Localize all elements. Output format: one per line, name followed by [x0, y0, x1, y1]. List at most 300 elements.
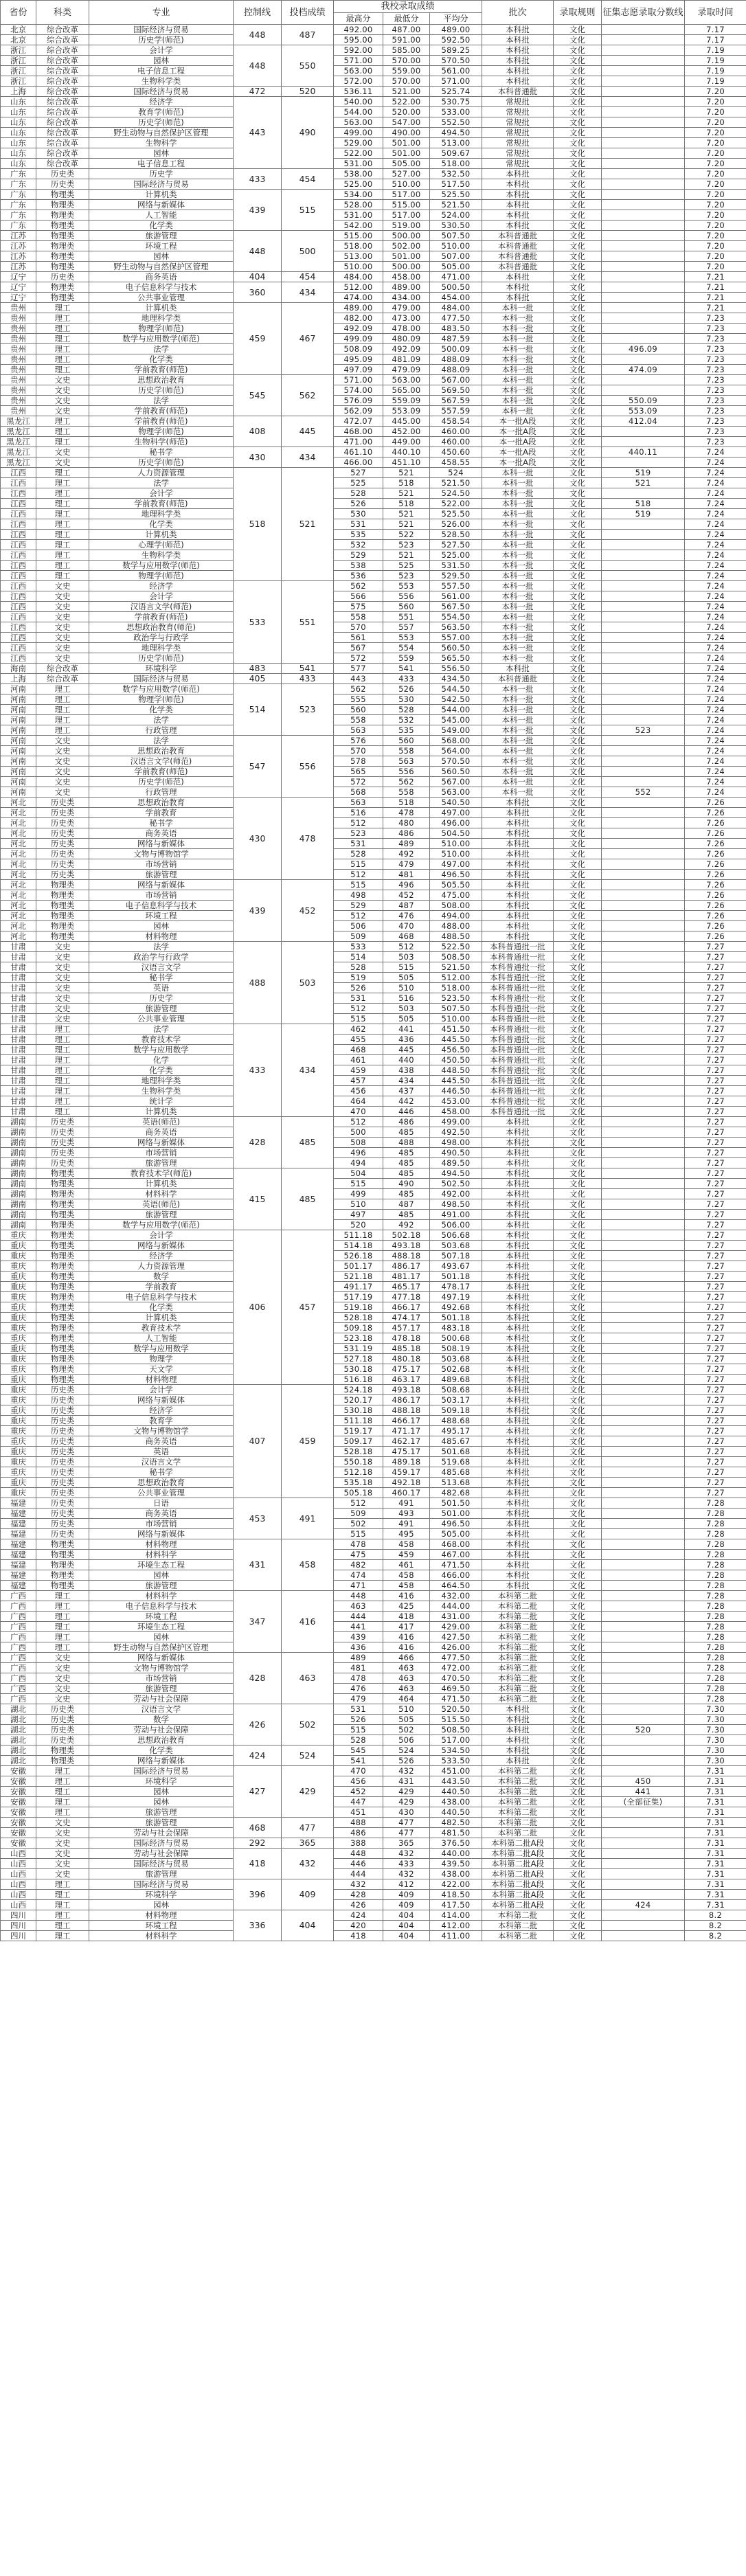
cell-max: 572.00 — [334, 76, 383, 87]
cell-time: 7.26 — [685, 931, 746, 942]
cell-time: 7.27 — [685, 983, 746, 993]
cell-supplementary — [602, 313, 685, 324]
cell-max: 486 — [334, 1828, 383, 1838]
cell-max: 512 — [334, 870, 383, 880]
cell-time: 7.28 — [685, 1601, 746, 1612]
cell-subject: 理工 — [36, 1622, 89, 1632]
cell-subject: 文史 — [36, 1859, 89, 1869]
cell-subject: 理工 — [36, 694, 89, 705]
cell-major: 国际经济与贸易 — [89, 179, 234, 190]
cell-avg: 568.00 — [430, 736, 482, 746]
cell-file-score: 485 — [282, 1117, 334, 1168]
cell-control-line: 533 — [234, 581, 282, 664]
table-row — [1, 1035, 746, 1045]
cell-supplementary — [602, 993, 685, 1004]
cell-supplementary: 518 — [602, 499, 685, 509]
cell-time: 7.26 — [685, 901, 746, 911]
cell-avg: 487.59 — [430, 334, 482, 344]
cell-batch: 本科一批 — [482, 375, 554, 385]
table-row — [1, 488, 746, 499]
cell-rule: 文化 — [554, 808, 602, 818]
cell-batch: 本科第二批 — [482, 1653, 554, 1663]
cell-control-line: 448 — [234, 25, 282, 45]
cell-min: 492 — [383, 1220, 430, 1230]
cell-time: 7.27 — [685, 1220, 746, 1230]
table-row — [1, 1663, 746, 1673]
cell-supplementary — [602, 849, 685, 859]
cell-supplementary — [602, 1879, 685, 1890]
cell-time: 7.27 — [685, 1261, 746, 1272]
cell-supplementary — [602, 653, 685, 664]
cell-province: 重庆 — [1, 1457, 36, 1467]
cell-min: 492.09 — [383, 344, 430, 354]
cell-province: 河北 — [1, 921, 36, 931]
cell-time: 7.24 — [685, 694, 746, 705]
cell-min: 416 — [383, 1642, 430, 1653]
cell-rule: 文化 — [554, 1158, 602, 1168]
cell-batch: 本科批 — [482, 1509, 554, 1519]
cell-major: 思想政治教育 — [89, 798, 234, 808]
cell-province: 广西 — [1, 1622, 36, 1632]
cell-min: 440 — [383, 1055, 430, 1065]
table-row — [1, 767, 746, 777]
cell-province: 甘肃 — [1, 1107, 36, 1117]
cell-avg: 471.50 — [430, 1560, 482, 1570]
header-max: 最高分 — [334, 13, 383, 25]
cell-major: 化学类 — [89, 1302, 234, 1313]
cell-max: 521.18 — [334, 1272, 383, 1282]
table-row — [1, 35, 746, 45]
cell-time: 7.27 — [685, 1096, 746, 1107]
cell-time: 7.27 — [685, 1405, 746, 1416]
cell-rule: 文化 — [554, 1694, 602, 1704]
cell-min: 505.00 — [383, 159, 430, 169]
cell-supplementary — [602, 684, 685, 694]
table-row — [1, 1241, 746, 1251]
cell-subject: 理工 — [36, 1591, 89, 1601]
cell-avg: 563.00 — [430, 787, 482, 798]
cell-rule: 文化 — [554, 1591, 602, 1601]
cell-batch: 本科第二批 — [482, 1622, 554, 1632]
cell-batch: 本科第二批A段 — [482, 1879, 554, 1890]
cell-major: 历史学(师范) — [89, 653, 234, 664]
cell-file-score: 485 — [282, 1168, 334, 1230]
cell-max: 518.00 — [334, 241, 383, 251]
cell-avg: 513.00 — [430, 138, 482, 148]
table-row — [1, 1921, 746, 1931]
cell-file-score: 515 — [282, 190, 334, 231]
cell-max: 572 — [334, 777, 383, 787]
cell-time: 7.20 — [685, 210, 746, 221]
cell-avg: 517.00 — [430, 1735, 482, 1745]
cell-rule: 文化 — [554, 1725, 602, 1735]
table-row — [1, 1004, 746, 1014]
cell-province: 河北 — [1, 901, 36, 911]
cell-major: 汉语言文学 — [89, 1457, 234, 1467]
cell-min: 429 — [383, 1787, 430, 1797]
cell-file-score: 490 — [282, 97, 334, 169]
table-row — [1, 1065, 746, 1076]
cell-rule: 文化 — [554, 1478, 602, 1488]
cell-province: 山东 — [1, 107, 36, 117]
cell-time: 7.27 — [685, 1292, 746, 1302]
cell-subject: 物理类 — [36, 1210, 89, 1220]
cell-province: 山东 — [1, 148, 36, 159]
cell-time: 7.27 — [685, 1107, 746, 1117]
cell-supplementary — [602, 1199, 685, 1210]
table-row — [1, 97, 746, 107]
cell-rule: 文化 — [554, 1766, 602, 1776]
cell-province: 重庆 — [1, 1467, 36, 1478]
cell-time: 7.27 — [685, 1302, 746, 1313]
cell-subject: 理工 — [36, 488, 89, 499]
cell-time: 7.20 — [685, 87, 746, 97]
cell-time: 7.23 — [685, 365, 746, 375]
cell-subject: 物理类 — [36, 210, 89, 221]
cell-rule: 文化 — [554, 354, 602, 365]
cell-avg: 521.50 — [430, 200, 482, 210]
cell-major: 市场营销 — [89, 859, 234, 870]
cell-time: 7.26 — [685, 808, 746, 818]
table-row — [1, 1127, 746, 1138]
cell-avg: 501.50 — [430, 1498, 482, 1509]
cell-min: 477.18 — [383, 1292, 430, 1302]
cell-subject: 理工 — [36, 1632, 89, 1642]
cell-major: 法学 — [89, 344, 234, 354]
cell-major: 经济学 — [89, 1251, 234, 1261]
cell-time: 7.26 — [685, 839, 746, 849]
cell-subject: 综合改革 — [36, 107, 89, 117]
cell-batch: 本科批 — [482, 1395, 554, 1405]
cell-supplementary — [602, 1354, 685, 1364]
cell-max: 531 — [334, 519, 383, 530]
cell-rule: 文化 — [554, 437, 602, 447]
cell-avg: 443.50 — [430, 1776, 482, 1787]
cell-batch: 本科一批 — [482, 468, 554, 478]
cell-rule: 文化 — [554, 488, 602, 499]
cell-max: 574.00 — [334, 385, 383, 396]
cell-min: 522 — [383, 530, 430, 540]
table-row — [1, 931, 746, 942]
cell-province: 海南 — [1, 664, 36, 674]
table-row — [1, 210, 746, 221]
cell-avg: 544.50 — [430, 684, 482, 694]
cell-province: 甘肃 — [1, 1096, 36, 1107]
cell-max: 512.18 — [334, 1467, 383, 1478]
cell-min: 528 — [383, 705, 430, 715]
cell-batch: 本科第二批 — [482, 1663, 554, 1673]
cell-major: 环境科学 — [89, 1776, 234, 1787]
cell-batch: 本科批 — [482, 1127, 554, 1138]
cell-control-line: 514 — [234, 684, 282, 736]
cell-supplementary — [602, 1117, 685, 1127]
cell-subject: 物理类 — [36, 890, 89, 901]
cell-major: 人力资源管理 — [89, 1261, 234, 1272]
cell-min: 445.00 — [383, 416, 430, 427]
cell-major: 英语(师范) — [89, 1117, 234, 1127]
table-row — [1, 519, 746, 530]
cell-control-line: 428 — [234, 1653, 282, 1704]
header-supplementary: 征集志愿录取分数线 — [602, 1, 685, 25]
cell-province: 重庆 — [1, 1447, 36, 1457]
cell-time: 7.26 — [685, 818, 746, 828]
cell-min: 480 — [383, 818, 430, 828]
cell-supplementary — [602, 488, 685, 499]
cell-rule: 文化 — [554, 694, 602, 705]
table-row — [1, 839, 746, 849]
cell-province: 山西 — [1, 1890, 36, 1900]
cell-min: 459.17 — [383, 1467, 430, 1478]
cell-avg: 440.50 — [430, 1787, 482, 1797]
cell-avg: 564.00 — [430, 746, 482, 756]
cell-rule: 文化 — [554, 962, 602, 973]
cell-control-line: 443 — [234, 97, 282, 169]
cell-min: 485 — [383, 1189, 430, 1199]
cell-major: 教育技术学 — [89, 1323, 234, 1333]
cell-province: 湖南 — [1, 1158, 36, 1168]
cell-subject: 理工 — [36, 1086, 89, 1096]
table-row — [1, 1859, 746, 1869]
cell-supplementary — [602, 97, 685, 107]
table-row — [1, 921, 746, 931]
cell-rule: 文化 — [554, 1055, 602, 1065]
cell-rule: 文化 — [554, 1292, 602, 1302]
cell-province: 江西 — [1, 550, 36, 561]
cell-min: 486 — [383, 1117, 430, 1127]
cell-avg: 488.68 — [430, 1416, 482, 1426]
cell-supplementary — [602, 1828, 685, 1838]
cell-major: 汉语言文学 — [89, 1704, 234, 1715]
cell-avg: 489.00 — [430, 25, 482, 35]
cell-supplementary — [602, 1344, 685, 1354]
cell-supplementary — [602, 1921, 685, 1931]
table-row — [1, 1529, 746, 1539]
cell-province: 山西 — [1, 1869, 36, 1879]
cell-province: 江西 — [1, 602, 36, 612]
cell-max: 441 — [334, 1622, 383, 1632]
cell-batch: 本科普通批一批 — [482, 942, 554, 952]
cell-major: 汉语言文学(师范) — [89, 756, 234, 767]
cell-file-score: 550 — [282, 45, 334, 87]
cell-province: 重庆 — [1, 1405, 36, 1416]
cell-time: 7.27 — [685, 1117, 746, 1127]
cell-province: 广东 — [1, 221, 36, 231]
cell-major: 商务英语 — [89, 1509, 234, 1519]
cell-supplementary — [602, 767, 685, 777]
cell-supplementary — [602, 1910, 685, 1921]
cell-batch: 本科普通批一批 — [482, 952, 554, 962]
cell-subject: 理工 — [36, 1107, 89, 1117]
table-row — [1, 499, 746, 509]
cell-max: 536.11 — [334, 87, 383, 97]
cell-time: 7.27 — [685, 1478, 746, 1488]
cell-rule: 文化 — [554, 1035, 602, 1045]
cell-subject: 理工 — [36, 1035, 89, 1045]
cell-supplementary — [602, 200, 685, 210]
cell-rule: 文化 — [554, 1818, 602, 1828]
cell-supplementary — [602, 839, 685, 849]
cell-subject: 理工 — [36, 303, 89, 313]
cell-min: 466 — [383, 1653, 430, 1663]
cell-rule: 文化 — [554, 1859, 602, 1869]
cell-rule: 文化 — [554, 1282, 602, 1292]
cell-province: 四川 — [1, 1931, 36, 1941]
table-row — [1, 1272, 746, 1282]
cell-supplementary — [602, 282, 685, 293]
cell-province: 湖北 — [1, 1725, 36, 1735]
table-row — [1, 1931, 746, 1941]
cell-batch: 本科批 — [482, 1405, 554, 1416]
cell-major: 政治学与行政学 — [89, 633, 234, 643]
cell-subject: 理工 — [36, 1787, 89, 1797]
cell-subject: 理工 — [36, 715, 89, 725]
cell-subject: 历史类 — [36, 1158, 89, 1168]
cell-major: 生物科学类 — [89, 550, 234, 561]
cell-time: 7.27 — [685, 1323, 746, 1333]
cell-min: 464 — [383, 1694, 430, 1704]
cell-batch: 本科一批 — [482, 571, 554, 581]
cell-avg: 471.00 — [430, 272, 482, 282]
cell-supplementary — [602, 1158, 685, 1168]
cell-supplementary — [602, 519, 685, 530]
table-row — [1, 313, 746, 324]
cell-min: 409 — [383, 1900, 430, 1910]
cell-major: 市场营销 — [89, 1519, 234, 1529]
cell-province: 贵州 — [1, 375, 36, 385]
cell-file-score: 434 — [282, 447, 334, 468]
cell-min: 521 — [383, 550, 430, 561]
cell-time: 7.24 — [685, 705, 746, 715]
cell-time: 7.27 — [685, 1168, 746, 1179]
cell-control-line: 404 — [234, 272, 282, 282]
cell-max: 472.07 — [334, 416, 383, 427]
cell-control-line: 430 — [234, 798, 282, 880]
cell-min: 517.00 — [383, 190, 430, 200]
cell-time: 7.27 — [685, 952, 746, 962]
cell-batch: 本科批 — [482, 272, 554, 282]
cell-max: 432 — [334, 1879, 383, 1890]
cell-time: 7.23 — [685, 324, 746, 334]
cell-batch: 本科批 — [482, 890, 554, 901]
table-row — [1, 1900, 746, 1910]
cell-province: 山东 — [1, 128, 36, 138]
cell-min: 506 — [383, 1735, 430, 1745]
cell-batch: 本科批 — [482, 1241, 554, 1251]
cell-file-score: 491 — [282, 1498, 334, 1539]
cell-major: 旅游管理 — [89, 231, 234, 241]
cell-major: 网络与新媒体 — [89, 839, 234, 849]
cell-supplementary — [602, 241, 685, 251]
cell-rule: 文化 — [554, 901, 602, 911]
cell-supplementary — [602, 1241, 685, 1251]
cell-major: 电子信息科学与技术 — [89, 1601, 234, 1612]
cell-avg: 521.50 — [430, 962, 482, 973]
cell-subject: 文史 — [36, 396, 89, 406]
cell-avg: 497.00 — [430, 859, 482, 870]
cell-subject: 理工 — [36, 519, 89, 530]
table-row — [1, 1467, 746, 1478]
table-row — [1, 808, 746, 818]
cell-supplementary — [602, 231, 685, 241]
cell-time: 7.26 — [685, 828, 746, 839]
cell-province: 甘肃 — [1, 1004, 36, 1014]
table-row — [1, 159, 746, 169]
cell-max: 451 — [334, 1807, 383, 1818]
cell-time: 7.23 — [685, 375, 746, 385]
cell-major: 材料物理 — [89, 1910, 234, 1921]
cell-file-score: 445 — [282, 416, 334, 447]
table-row — [1, 509, 746, 519]
cell-rule: 文化 — [554, 612, 602, 622]
cell-max: 512 — [334, 1498, 383, 1509]
cell-major: 秘书学 — [89, 973, 234, 983]
cell-major: 旅游管理 — [89, 1581, 234, 1591]
cell-max: 520 — [334, 1220, 383, 1230]
cell-avg: 549.00 — [430, 725, 482, 736]
cell-province: 湖北 — [1, 1704, 36, 1715]
cell-province: 江西 — [1, 530, 36, 540]
cell-subject: 文史 — [36, 1869, 89, 1879]
header-time: 录取时间 — [685, 1, 746, 25]
cell-province: 黑龙江 — [1, 457, 36, 468]
table-row — [1, 1230, 746, 1241]
cell-time: 7.27 — [685, 993, 746, 1004]
cell-min: 446 — [383, 1107, 430, 1117]
cell-max: 457 — [334, 1076, 383, 1086]
cell-subject: 文史 — [36, 653, 89, 664]
cell-major: 公共事业管理 — [89, 1014, 234, 1024]
cell-time: 7.19 — [685, 56, 746, 66]
cell-avg: 412.00 — [430, 1921, 482, 1931]
cell-subject: 理工 — [36, 324, 89, 334]
cell-min: 485.18 — [383, 1344, 430, 1354]
table-row — [1, 1849, 746, 1859]
cell-supplementary — [602, 1065, 685, 1076]
cell-min: 541 — [383, 664, 430, 674]
cell-time: 7.20 — [685, 159, 746, 169]
cell-province: 广西 — [1, 1591, 36, 1601]
cell-batch: 本科批 — [482, 56, 554, 66]
cell-major: 环境工程 — [89, 241, 234, 251]
cell-time: 7.20 — [685, 138, 746, 148]
cell-batch: 本科普通批一批 — [482, 1065, 554, 1076]
cell-subject: 文史 — [36, 385, 89, 396]
cell-max: 488 — [334, 1818, 383, 1828]
cell-province: 重庆 — [1, 1313, 36, 1323]
cell-major: 生物科学(师范) — [89, 437, 234, 447]
cell-supplementary — [602, 859, 685, 870]
cell-major: 物理学(师范) — [89, 427, 234, 437]
cell-avg: 524.00 — [430, 210, 482, 221]
cell-supplementary — [602, 1735, 685, 1745]
table-header — [1, 1, 746, 25]
cell-supplementary — [602, 262, 685, 272]
cell-avg: 571.00 — [430, 76, 482, 87]
cell-province: 河南 — [1, 787, 36, 798]
cell-subject: 历史类 — [36, 1405, 89, 1416]
cell-supplementary — [602, 1457, 685, 1467]
cell-province: 重庆 — [1, 1323, 36, 1333]
cell-min: 486.17 — [383, 1261, 430, 1272]
cell-min: 563.00 — [383, 375, 430, 385]
cell-province: 辽宁 — [1, 272, 36, 282]
cell-time: 7.23 — [685, 313, 746, 324]
cell-subject: 物理类 — [36, 1220, 89, 1230]
table-row — [1, 1405, 746, 1416]
table-row — [1, 622, 746, 633]
cell-province: 重庆 — [1, 1272, 36, 1282]
cell-supplementary — [602, 1529, 685, 1539]
